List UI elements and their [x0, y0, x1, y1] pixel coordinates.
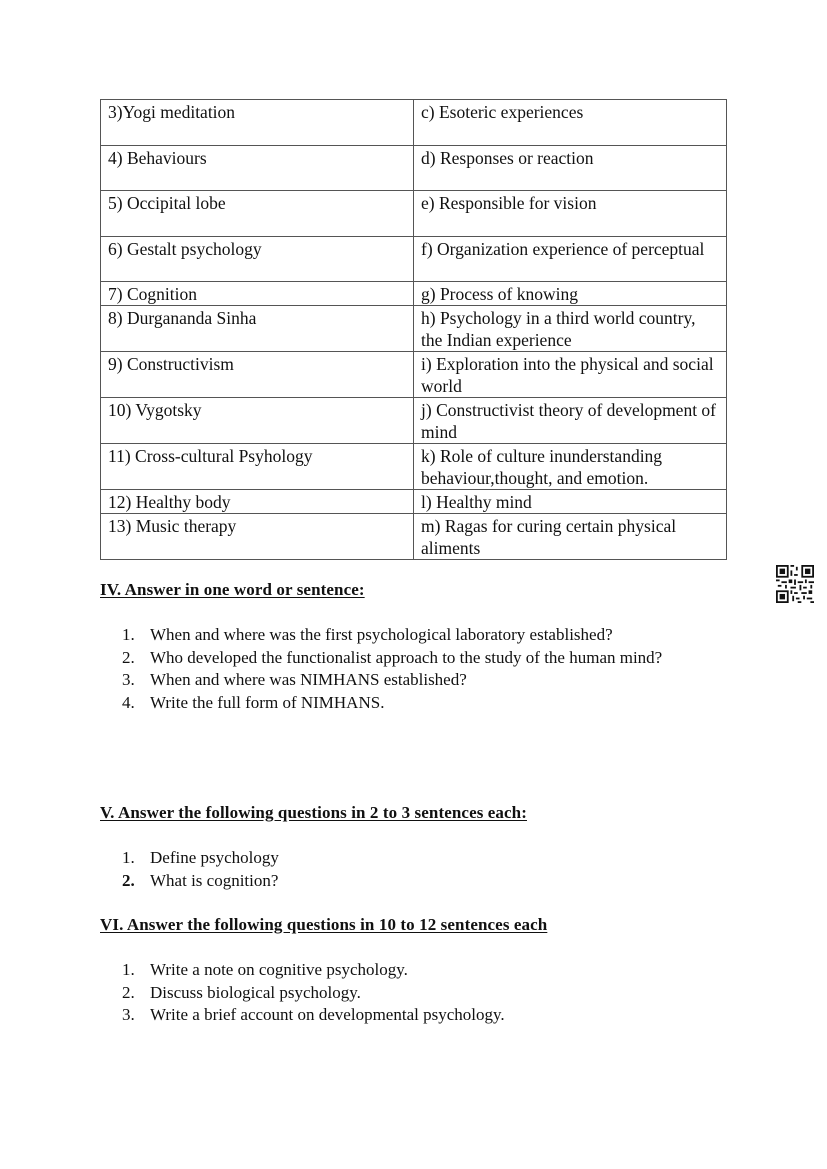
table-row [101, 514, 727, 560]
table-row [101, 146, 727, 191]
section-iv-heading: IV. Answer in one word or sentence: [100, 580, 365, 599]
section-v-heading: V. Answer the following questions in 2 to 3 sentences each: [100, 803, 527, 822]
question-text: What is cognition? [150, 870, 279, 890]
table-row [101, 306, 727, 352]
qr-code-icon [776, 565, 814, 603]
table-cell-match: e) Responsible for vision [414, 191, 727, 237]
question-text: Discuss biological psychology. [150, 982, 361, 1002]
table-cell-term: 12) Healthy body [101, 490, 414, 514]
list-item [100, 870, 740, 893]
table-cell-match: l) Healthy mind [414, 490, 727, 514]
question-text: Write the full form of NIMHANS. [150, 692, 385, 712]
list-item [100, 624, 740, 647]
table-row [101, 237, 727, 282]
question-number: 4. [122, 692, 135, 712]
question-number: 3. [122, 670, 135, 689]
table-cell-term: 3)Yogi meditation [101, 100, 414, 146]
table-cell-term: 9) Constructivism [101, 352, 414, 398]
table-cell-match: d) Responses or reaction [414, 146, 727, 191]
section-v-questions [100, 847, 740, 892]
table-cell-term: 10) Vygotsky [101, 398, 414, 444]
list-item [100, 982, 740, 1005]
table-cell-match: f) Organization experience of perceptual [414, 237, 727, 282]
question-text: Define psychology [150, 848, 279, 867]
question-number: 2. [122, 870, 135, 890]
list-item [100, 1004, 740, 1027]
table-cell-match: m) Ragas for curing certain physical aliments [414, 514, 727, 560]
table-cell-match: j) Constructivist theory of development of mind [414, 398, 727, 444]
question-text: Write a note on cognitive psychology. [150, 960, 408, 979]
table-row [101, 352, 727, 398]
question-number: 3. [122, 1005, 135, 1024]
table-cell-term: 5) Occipital lobe [101, 191, 414, 237]
table-row [101, 444, 727, 490]
section-vi-heading: VI. Answer the following questions in 10 to 12 sentences each [100, 915, 548, 934]
table-cell-term: 11) Cross-cultural Psyhology [101, 444, 414, 490]
table-cell-match: k) Role of culture inunderstanding behaviour,thought, and emotion. [414, 444, 727, 490]
section-iv [100, 579, 740, 714]
table-row [101, 490, 727, 514]
list-item [100, 692, 740, 715]
table-cell-term: 13) Music therapy [101, 514, 414, 560]
question-text: When and where was the first psychological laboratory established? [150, 625, 613, 644]
table-row [101, 282, 727, 306]
question-text: When and where was NIMHANS established? [150, 670, 467, 689]
list-item [100, 959, 740, 982]
list-item [100, 847, 740, 870]
section-iv-questions [100, 624, 740, 714]
table-cell-match: c) Esoteric experiences [414, 100, 727, 146]
table-cell-term: 7) Cognition [101, 282, 414, 306]
question-number: 1. [122, 848, 135, 867]
table-row [101, 398, 727, 444]
table-cell-match: i) Exploration into the physical and social world [414, 352, 727, 398]
list-item [100, 669, 740, 692]
question-text: Write a brief account on developmental psychology. [150, 1005, 505, 1024]
question-text: Who developed the functionalist approach to the study of the human mind? [150, 647, 663, 667]
matching-table [100, 99, 727, 560]
table-cell-match: h) Psychology in a third world country, the Indian experience [414, 306, 727, 352]
section-vi [100, 914, 740, 1027]
section-vi-questions [100, 959, 740, 1027]
list-item [100, 647, 740, 670]
question-number: 2. [122, 647, 135, 667]
question-number: 1. [122, 625, 135, 644]
table-cell-term: 6) Gestalt psychology [101, 237, 414, 282]
question-number: 1. [122, 960, 135, 979]
question-number: 2. [122, 982, 135, 1002]
table-cell-match: g) Process of knowing [414, 282, 727, 306]
table-row [101, 100, 727, 146]
table-row [101, 191, 727, 237]
table-cell-term: 8) Durganand​a Sinha [101, 306, 414, 352]
section-v [100, 802, 740, 892]
table-cell-term: 4) Behaviours [101, 146, 414, 191]
